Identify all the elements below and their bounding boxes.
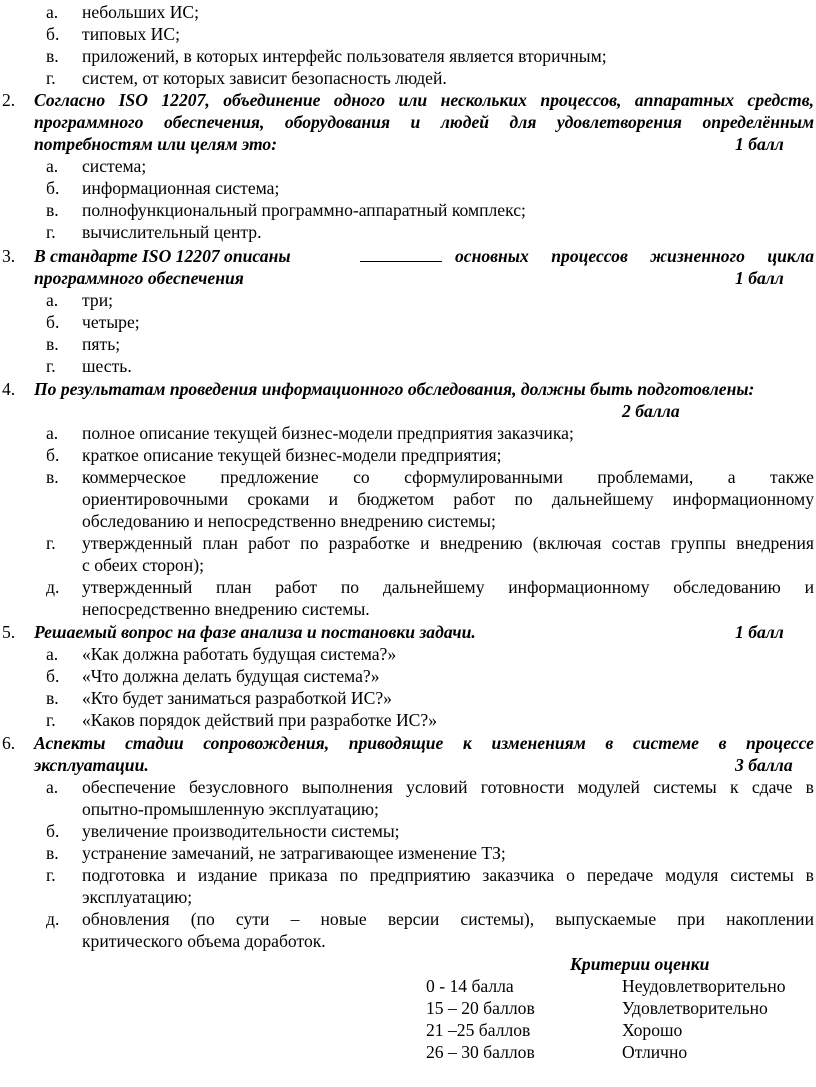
- option-text: утвержденный план работ по разработке и внедрению (включая состав группы внедрения: [82, 533, 814, 553]
- option-letter: в.: [46, 200, 59, 220]
- criteria-range: 0 - 14 балла: [426, 976, 514, 996]
- option-letter: г.: [46, 710, 56, 730]
- question-text: Согласно ISO 12207, объединение одного или нескольких процессов, аппаратных средств,: [34, 90, 814, 110]
- question-points: 3 балла: [735, 755, 793, 775]
- option-letter: в.: [46, 467, 59, 487]
- question-text: Аспекты стадии сопровождения, приводящие к изменениям в системе в процессе: [34, 733, 814, 753]
- question-number: 4.: [2, 379, 16, 399]
- option-text: типовых ИС;: [82, 24, 180, 44]
- option-text: обследованию и непосредственно внедрению системы;: [82, 511, 496, 531]
- option-letter: в.: [46, 843, 59, 863]
- option-letter: д.: [46, 909, 60, 929]
- option-letter: а.: [46, 290, 59, 310]
- option-text: подготовка и издание приказа по предприятию заказчика о передаче модуля системы в: [82, 865, 814, 885]
- criteria-range: 26 – 30 баллов: [426, 1042, 535, 1062]
- criteria-grade: Удовлетворительно: [622, 998, 768, 1018]
- option-letter: г.: [46, 533, 56, 553]
- option-text: коммерческое предложение со сформулированными проблемами, а также: [82, 467, 814, 487]
- option-letter: а.: [46, 644, 59, 664]
- question-text: программного обеспечения, оборудования и людей для удовлетворения определённым: [34, 112, 814, 132]
- option-letter: г.: [46, 222, 56, 242]
- option-text: обеспечение безусловного выполнения условий готовности модулей системы к сдаче в: [82, 777, 814, 797]
- option-text: критического объема доработок.: [82, 931, 326, 951]
- option-letter: а.: [46, 777, 59, 797]
- option-letter: д.: [46, 577, 60, 597]
- option-letter: а.: [46, 423, 59, 443]
- option-text: вычислительный центр.: [82, 222, 262, 242]
- question-text: основных процессов жизненного цикла: [455, 246, 814, 266]
- option-letter: в.: [46, 334, 59, 354]
- option-text: «Что должна делать будущая система?»: [82, 666, 380, 686]
- question-points: 1 балл: [735, 134, 784, 154]
- option-text: пять;: [82, 334, 121, 354]
- option-text: устранение замечаний, не затрагивающее изменение ТЗ;: [82, 843, 506, 863]
- option-text: приложений, в которых интерфейс пользователя является вторичным;: [82, 46, 607, 66]
- option-text: ориентировочными сроками и бюджетом работ по дальнейшему информационному: [82, 489, 814, 509]
- question-text: эксплуатации.: [34, 755, 149, 775]
- option-text: три;: [82, 290, 114, 310]
- option-text: эксплуатацию;: [82, 887, 193, 907]
- option-text: утвержденный план работ по дальнейшему информационному обследованию и: [82, 577, 814, 597]
- criteria-grade: Хорошо: [622, 1020, 683, 1040]
- option-text: система;: [82, 156, 147, 176]
- answer-blank: [360, 245, 442, 267]
- question-points: 1 балл: [735, 622, 784, 642]
- option-text: непосредственно внедрению системы.: [82, 599, 370, 619]
- question-points: 2 балла: [622, 401, 680, 421]
- option-text: шесть.: [82, 356, 132, 376]
- criteria-grade: Отлично: [622, 1042, 688, 1062]
- option-letter: б.: [46, 178, 60, 198]
- criteria-grade: Неудовлетворительно: [622, 976, 786, 996]
- option-letter: б.: [46, 666, 60, 686]
- option-text: обновления (по сути – новые версии системы), выпускаемые при накоплении: [82, 909, 814, 929]
- option-text: систем, от которых зависит безопасность людей.: [82, 68, 447, 88]
- question-number: 2.: [2, 90, 16, 110]
- question-number: 5.: [2, 622, 16, 642]
- option-text: опытно-промышленную эксплуатацию;: [82, 799, 379, 819]
- question-number: 6.: [2, 733, 16, 753]
- option-letter: а.: [46, 156, 59, 176]
- option-letter: а.: [46, 2, 59, 22]
- question-points: 1 балл: [735, 268, 784, 288]
- criteria-range: 21 –25 баллов: [426, 1020, 531, 1040]
- option-letter: в.: [46, 46, 59, 66]
- criteria-title: Критерии оценки: [570, 954, 710, 974]
- question-text: В стандарте ISO 12207 описаны: [34, 246, 291, 266]
- question-text: потребностям или целям это:: [34, 134, 278, 154]
- option-text: информационная система;: [82, 178, 280, 198]
- option-text: небольших ИС;: [82, 2, 200, 22]
- option-text: четыре;: [82, 312, 140, 332]
- question-text: программного обеспечения: [34, 268, 244, 288]
- option-letter: б.: [46, 312, 60, 332]
- option-text: краткое описание текущей бизнес-модели предприятия;: [82, 445, 502, 465]
- option-letter: в.: [46, 688, 59, 708]
- option-text: «Каков порядок действий при разработке ИС?»: [82, 710, 438, 730]
- option-text: полнофункциональный программно-аппаратный комплекс;: [82, 200, 526, 220]
- option-letter: г.: [46, 865, 56, 885]
- option-letter: б.: [46, 821, 60, 841]
- option-letter: б.: [46, 445, 60, 465]
- option-text: «Кто будет заниматься разработкой ИС?»: [82, 688, 392, 708]
- question-text: Решаемый вопрос на фазе анализа и постановки задачи.: [34, 622, 476, 642]
- option-letter: г.: [46, 68, 56, 88]
- question-text: По результатам проведения информационного обследования, должны быть подготовлены:: [34, 379, 755, 399]
- option-text: «Как должна работать будущая система?»: [82, 644, 397, 664]
- option-letter: г.: [46, 356, 56, 376]
- option-letter: б.: [46, 24, 60, 44]
- option-text: с обеих сторон);: [82, 555, 204, 575]
- question-number: 3.: [2, 246, 16, 266]
- option-text: полное описание текущей бизнес-модели предприятия заказчика;: [82, 423, 574, 443]
- option-text: увеличение производительности системы;: [82, 821, 400, 841]
- criteria-range: 15 – 20 баллов: [426, 998, 535, 1018]
